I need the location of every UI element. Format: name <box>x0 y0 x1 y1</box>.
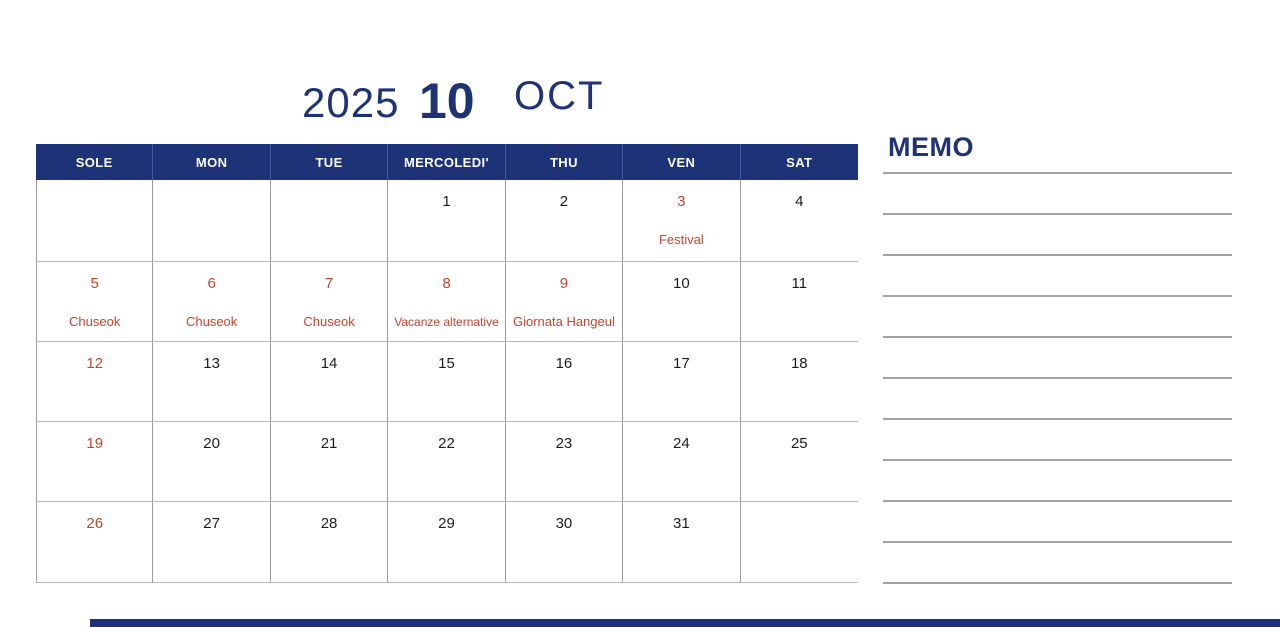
date-number: 4 <box>795 193 804 210</box>
date-number: 7 <box>324 275 334 292</box>
memo-underline <box>883 172 1232 174</box>
calendar-cell <box>36 180 153 262</box>
event-label: Vacanze alternative <box>394 315 499 329</box>
calendar-title <box>0 0 880 140</box>
date-number: 3 <box>677 193 686 210</box>
calendar-cell <box>36 422 153 502</box>
date-number: 5 <box>90 275 99 292</box>
calendar-cell <box>623 262 740 342</box>
calendar-cell <box>271 262 388 342</box>
calendar-cell <box>153 502 270 583</box>
memo-line <box>883 582 1232 584</box>
calendar-cell <box>36 262 153 342</box>
date-number: 11 <box>791 275 808 292</box>
calendar-cell <box>506 342 623 422</box>
calendar-cell <box>153 180 270 262</box>
date-number: 26 <box>86 515 104 532</box>
calendar-cell <box>623 502 740 583</box>
date-number: 18 <box>790 355 808 372</box>
date-number: 20 <box>203 435 220 452</box>
calendar-cell <box>271 342 388 422</box>
memo-line <box>883 418 1232 420</box>
date-number: 27 <box>203 515 220 532</box>
memo-line <box>883 213 1232 215</box>
date-number: 25 <box>790 435 808 452</box>
date-number: 13 <box>203 355 220 372</box>
date-number: 6 <box>207 275 216 292</box>
calendar-cell <box>506 262 623 342</box>
calendar-cell <box>741 502 858 583</box>
event-label: Giornata Hangeul <box>512 314 615 329</box>
date-number: 28 <box>320 515 338 532</box>
date-number: 19 <box>86 435 104 452</box>
memo-title: MEMO <box>888 132 974 162</box>
calendar-cell <box>153 342 270 422</box>
calendar-cell <box>36 342 153 422</box>
event-label: Festival <box>658 232 704 247</box>
memo-line <box>883 295 1232 297</box>
calendar-cell <box>388 422 505 502</box>
day-header-sole: SOLE <box>36 144 153 180</box>
calendar-cell <box>506 422 623 502</box>
calendar-cell <box>741 262 858 342</box>
calendar-cell <box>271 422 388 502</box>
calendar-cell <box>271 180 388 262</box>
title-month-abbr: OCT <box>514 74 605 118</box>
calendar-cell <box>388 502 505 583</box>
calendar-cell <box>741 422 858 502</box>
memo-line <box>883 254 1232 256</box>
date-number: 24 <box>673 435 690 452</box>
day-header-tue: TUE <box>271 144 388 180</box>
event-label: Chuseok <box>303 314 355 329</box>
day-header-ven: VEN <box>623 144 740 180</box>
date-number: 2 <box>559 193 569 210</box>
calendar-cell <box>623 422 740 502</box>
date-number: 21 <box>320 435 338 452</box>
day-header-mon: MON <box>153 144 270 180</box>
memo-line <box>883 541 1232 543</box>
calendar-cell <box>388 180 505 262</box>
date-number: 14 <box>320 355 338 372</box>
calendar-cell <box>741 342 858 422</box>
title-month-number: 10 <box>419 73 475 129</box>
bottom-accent-bar <box>90 619 1280 627</box>
day-header-sat: SAT <box>741 144 858 180</box>
calendar-cell <box>36 502 153 583</box>
calendar-table <box>36 144 858 583</box>
calendar-cell <box>153 422 270 502</box>
calendar-cell <box>388 342 505 422</box>
memo-line <box>883 459 1232 461</box>
calendar-cell <box>506 180 623 262</box>
calendar-cell <box>741 180 858 262</box>
memo-line <box>883 377 1232 379</box>
title-year: 2025 <box>302 79 400 126</box>
day-header-thu: THU <box>506 144 623 180</box>
date-number: 29 <box>438 515 455 532</box>
memo-line <box>883 336 1232 338</box>
day-header-mercoledi: MERCOLEDI' <box>388 144 505 180</box>
date-number: 15 <box>438 355 455 372</box>
memo-lines <box>883 172 1232 590</box>
calendar-cell <box>623 180 740 262</box>
event-label: Chuseok <box>69 314 121 329</box>
calendar-cell <box>271 502 388 583</box>
date-number: 16 <box>555 355 573 372</box>
date-number: 30 <box>555 515 573 532</box>
memo-line <box>883 500 1232 502</box>
calendar-cell <box>623 342 740 422</box>
date-number: 31 <box>673 515 690 532</box>
date-number: 12 <box>86 355 104 372</box>
date-number: 23 <box>555 435 573 452</box>
event-label: Chuseok <box>185 314 238 329</box>
date-number: 1 <box>442 193 451 210</box>
date-number: 17 <box>673 355 690 372</box>
date-number: 22 <box>438 435 455 452</box>
date-number: 8 <box>442 275 451 292</box>
date-number: 9 <box>559 275 569 292</box>
calendar-cell <box>506 502 623 583</box>
calendar-cell <box>388 262 505 342</box>
calendar-cell <box>153 262 270 342</box>
date-number: 10 <box>673 275 690 292</box>
memo-panel <box>883 130 1232 590</box>
